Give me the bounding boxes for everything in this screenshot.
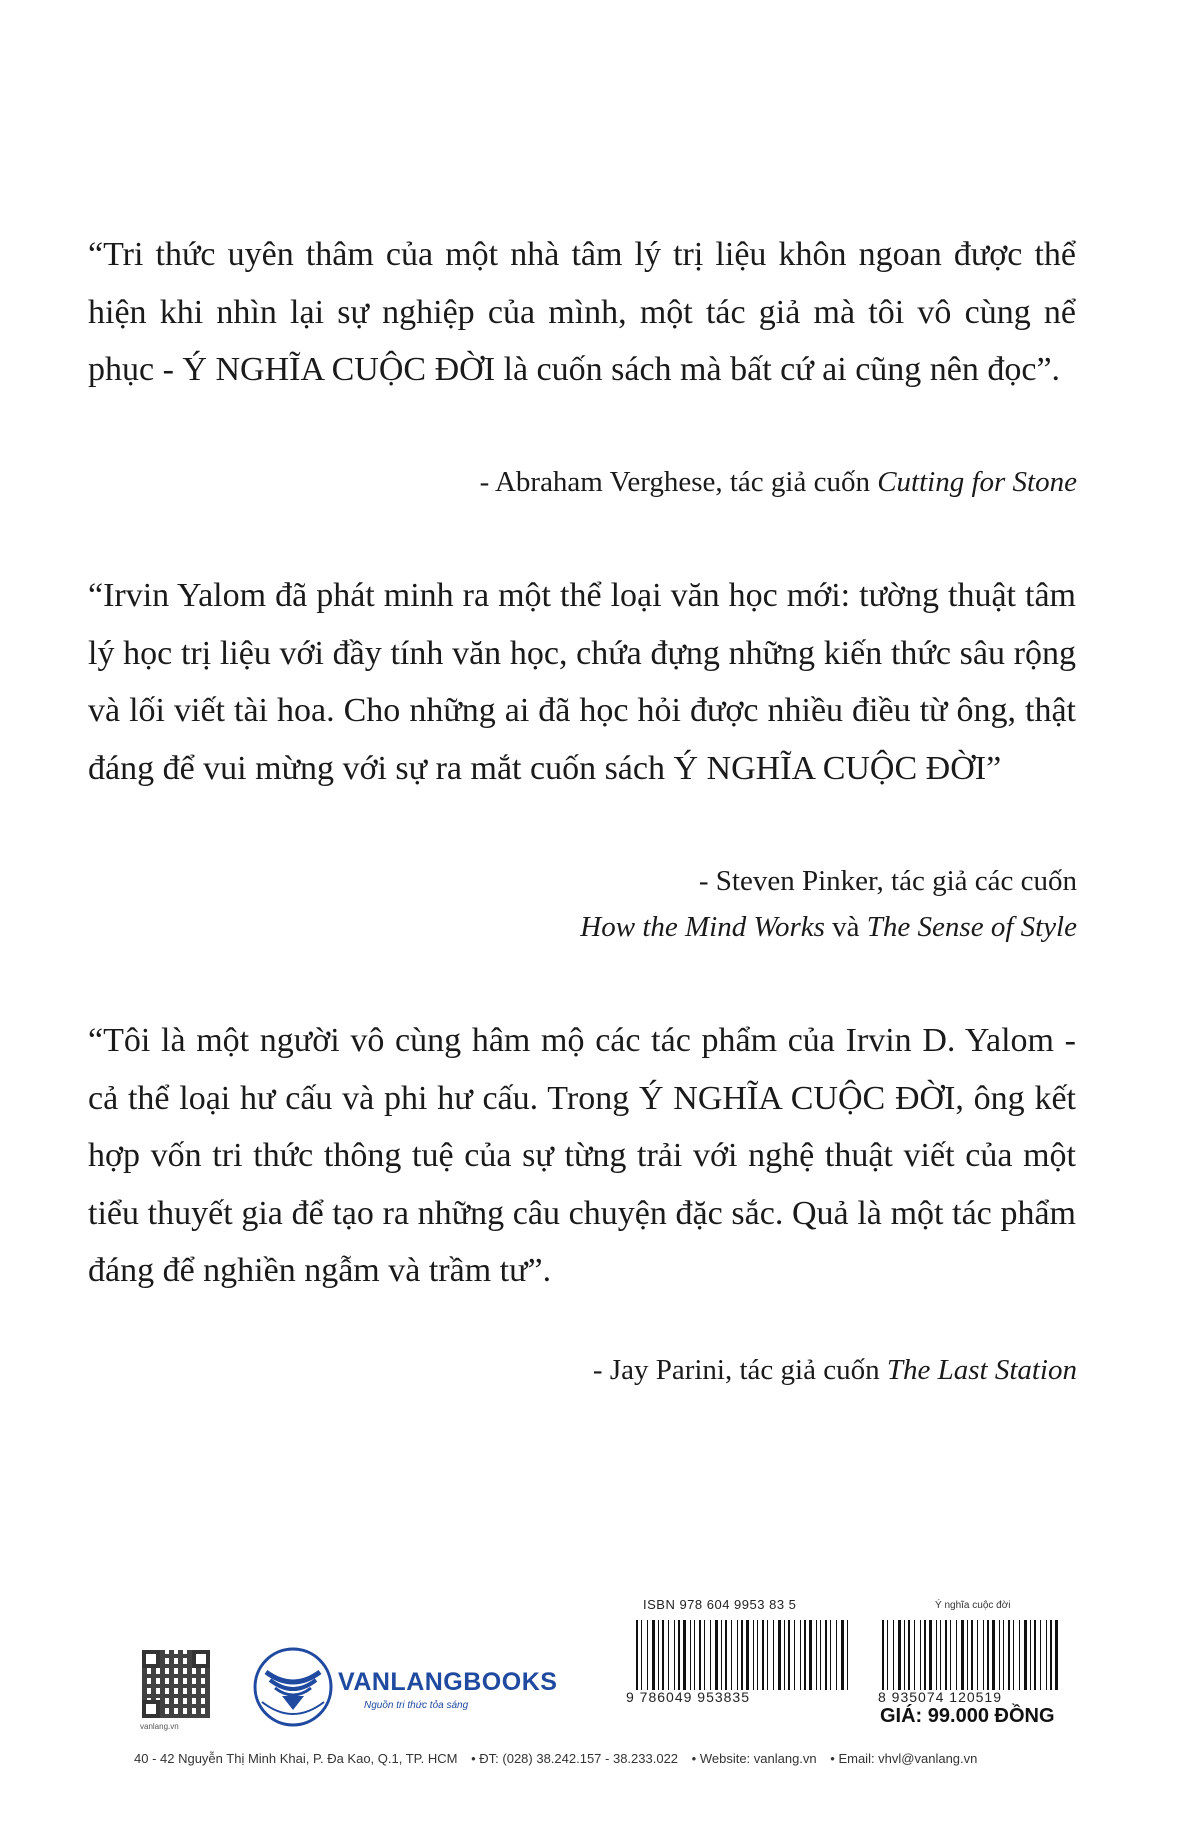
price-label: GIÁ: 99.000 ĐỒNG [880,1705,1055,1727]
book-title: Cutting for Stone [877,466,1077,498]
attribution-text: - Jay Parini, tác giả cuốn [592,1354,887,1386]
vanlang-logo-icon [252,1646,334,1728]
book-title: How the Mind Works [580,911,825,943]
qr-caption: vanlang.vn [140,1722,179,1731]
book-small-title: Ý nghĩa cuộc đời [935,1600,1011,1611]
attribution-joiner: và [824,911,867,943]
footer-email: • Email: vhvl@vanlang.vn [830,1751,978,1766]
isbn-label: ISBN 978 604 9953 83 5 [643,1597,797,1612]
quote-steven-pinker: “Irvin Yalom đã phát minh ra một thể loại văn học mới: tường thuật tâm lý học trị liệu với đầy tính văn học, chứa đựng những kiến thức sâu rộng và lối viết tài hoa. Cho những ai đã học hỏi được nhiều điều từ ông, thật đáng để vui mừng với sự ra mắt cuốn sách Ý NGHĨA CUỘC ĐỜI” [88,577,1076,787]
price-barcode-icon [882,1620,1058,1690]
footer-address: 40 - 42 Nguyễn Thị Minh Khai, P. Đa Kao, Q.1, TP. HCM [134,1751,458,1766]
footer-website: • Website: vanlang.vn [691,1751,817,1766]
attribution-abraham-verghese [480,459,1077,505]
isbn-barcode-icon [636,1620,848,1690]
book-title: The Last Station [886,1354,1077,1386]
isbn-barcode-digits: 9 786049 953835 [626,1689,750,1705]
footer-phone: • ĐT: (028) 38.242.157 - 38.233.022 [471,1751,679,1766]
quote-abraham-verghese: “Tri thức uyên thâm của một nhà tâm lý trị liệu khôn ngoan được thể hiện khi nhìn lại sự nghiệp của mình, một tác giả mà tôi vô cùng nể phục - Ý NGHĨA CUỘC ĐỜI là cuốn sách mà bất cứ ai cũng nên đọc”. [88,236,1076,388]
qr-code-icon [142,1650,210,1718]
attribution-jay-parini [593,1347,1077,1393]
attribution-text: - Abraham Verghese, tác giả cuốn [479,466,878,498]
attribution-text: - Steven Pinker, tác giả các cuốn [698,865,1077,897]
publisher-tagline: Nguồn tri thức tỏa sáng [364,1700,469,1711]
price-barcode-digits: 8 935074 120519 [878,1689,1002,1705]
quote-jay-parini: “Tôi là một người vô cùng hâm mộ các tác phẩm của Irvin D. Yalom - cả thể loại hư cấu và phi hư cấu. Trong Ý NGHĨA CUỘC ĐỜI, ông kết hợp vốn tri thức thông tuệ của sự từng trải với nghệ thuật viết của một tiểu thuyết gia để tạo ra những câu chuyện đặc sắc. Quả là một tác phẩm đáng để nghiền ngẫm và trầm tư”. [88,1022,1076,1289]
publisher-contact-footer [134,1751,977,1766]
attribution-steven-pinker [580,858,1077,950]
publisher-name: VANLANGBOOKS [338,1668,558,1696]
book-title: The Sense of Style [866,911,1077,943]
